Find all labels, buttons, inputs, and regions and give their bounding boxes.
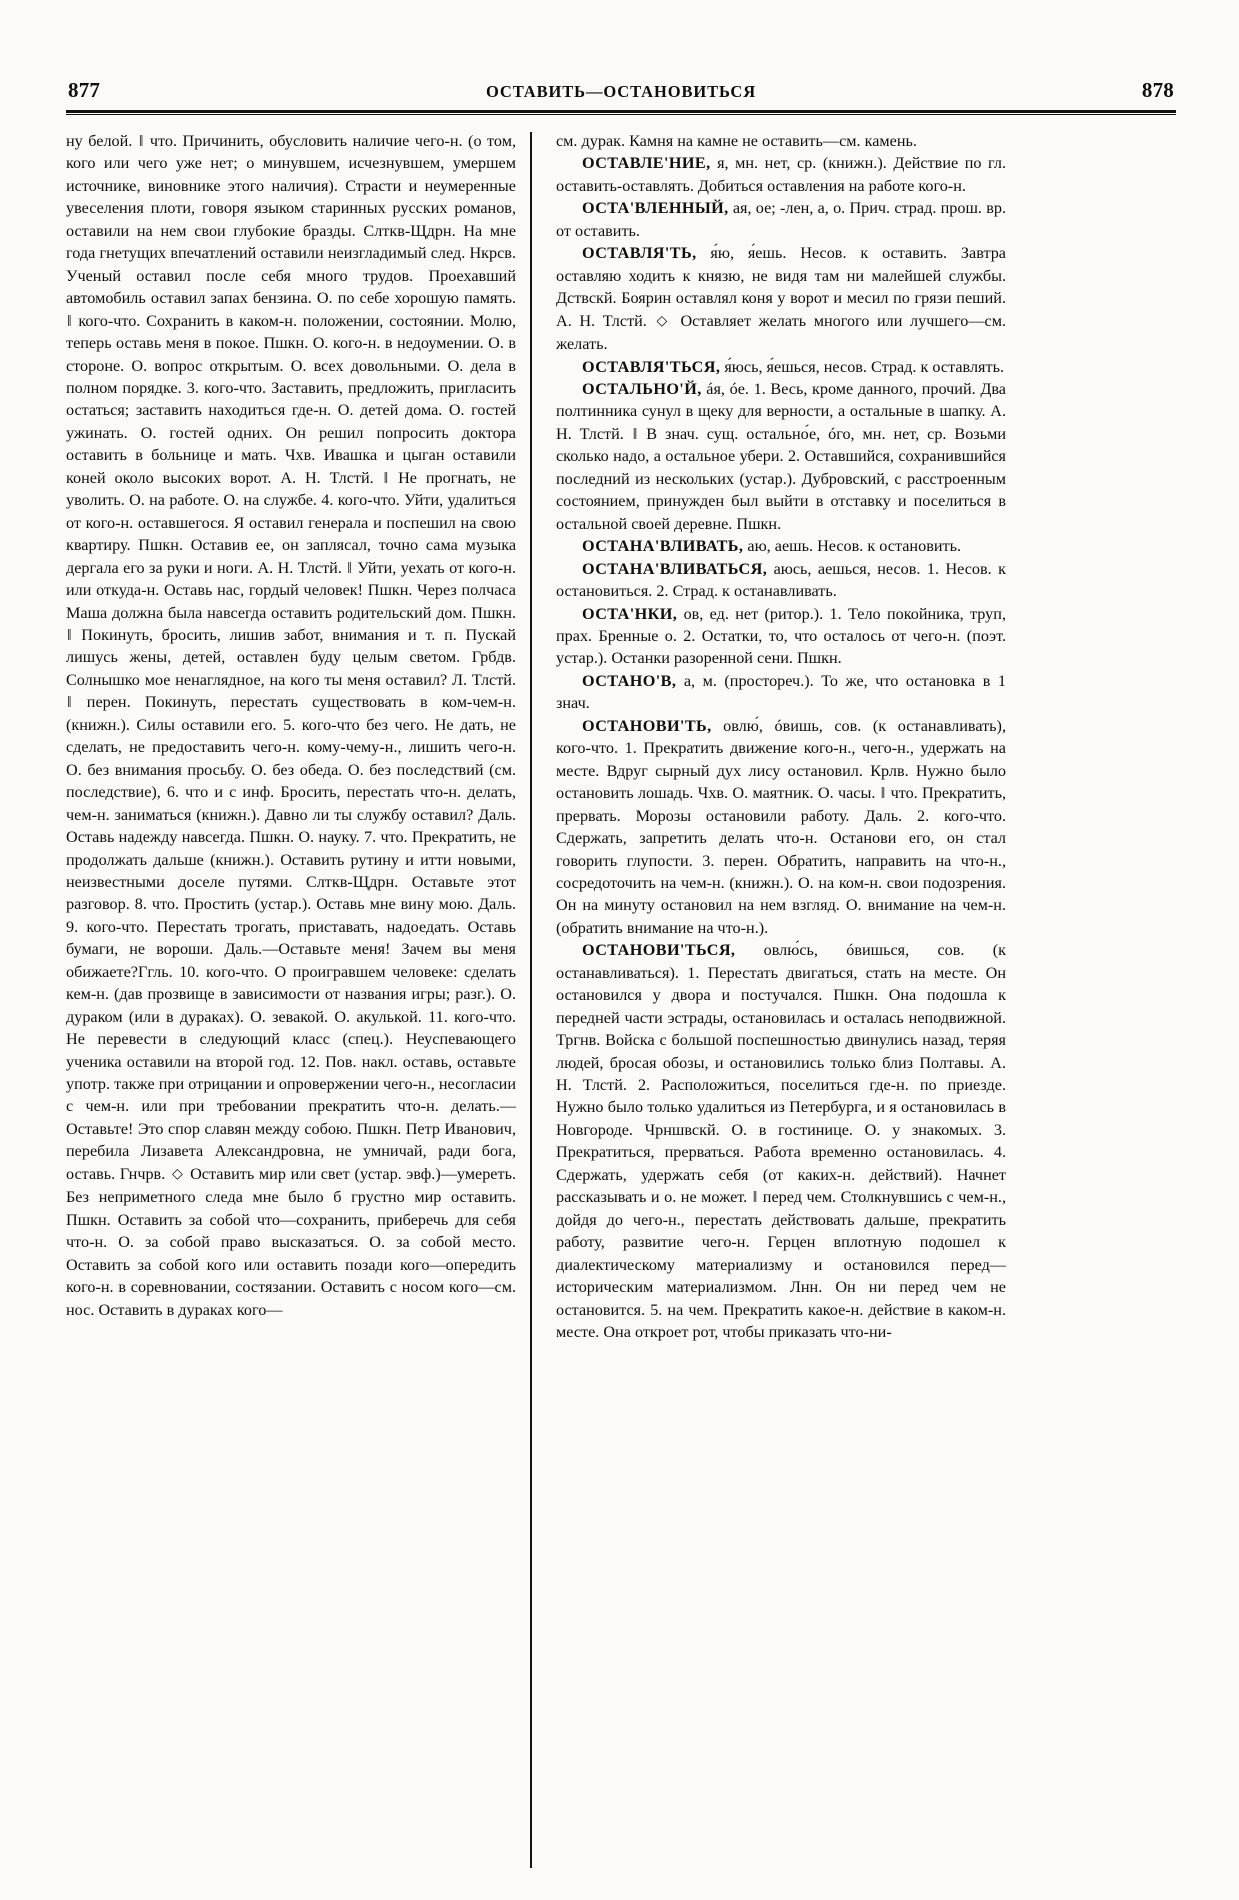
dictionary-entry xyxy=(556,356,1006,378)
entry-continuation xyxy=(556,130,1006,152)
shade-bar-icon: ‖ xyxy=(67,693,72,712)
entry-headword: ОСТА'ВЛЕННЫЙ, xyxy=(582,199,729,218)
entry-body: аюсь, аешься, несов. 1. Несов. к остановиться. 2. Страд. к останавливать. xyxy=(556,559,1006,601)
shade-bar-icon: ‖ xyxy=(67,311,72,330)
shade-bar-icon: ‖ xyxy=(347,558,352,577)
shade-bar-icon: ‖ xyxy=(138,132,144,150)
column-right xyxy=(532,130,1006,1868)
shade-bar-icon: ‖ xyxy=(880,784,886,803)
running-head-title: ОСТАВИТЬ—ОСТАНОВИТЬСЯ xyxy=(485,82,757,101)
entry-headword: ОСТА'НКИ, xyxy=(582,604,678,623)
entry-body: ая, ое; -лен, а, о. Прич. страд. прош. вр. от оставить. xyxy=(556,199,1006,240)
dictionary-entry xyxy=(556,242,1006,355)
entry-headword: ОСТАНОВИ'ТЬСЯ, xyxy=(582,941,736,960)
entry-headword: ОСТАНА'ВЛИВАТЬСЯ, xyxy=(582,559,768,578)
column-left xyxy=(66,130,530,1868)
dictionary-entry xyxy=(556,535,1006,557)
entry-body: см. дурак. Камня на камне не оставить—см. камень. xyxy=(556,132,917,150)
entry-headword: ОСТАВЛЯ'ТЬ, xyxy=(582,244,697,263)
entry-body: ов, ед. нет (ритор.). 1. Тело покойника, труп, прах. Бренные о. 2. Остатки, то, что осталось от чего-н. (поэт. устар.). Останки разоренной сени. Пшкн. xyxy=(556,604,1006,668)
entry-body: овлю́, óвишь, сов. (к останавливать), кого-что. 1. Прекратить движение кого-н., чего-н., удержать на месте. Вдруг сырный дух лису остановил. Крлв. Нужно было остановить лошадь. Чхв. О. маятник. О. часы. ‖ что. Прекратить, прервать. Морозы остановили работу. Даль. 2. кого-что. Сдержать, запретить делать что-н. Останови его, он стал говорить глупости. 3. перен. Обратить, направить на что-н., сосредоточить на чем-н. (книжн.). О. на ком-н. свои подозрения. Он на минуту остановил на нем взгляд. О. внимание на чем-н. (обратить внимание на что-н.). xyxy=(556,716,1006,937)
dictionary-entry xyxy=(556,715,1006,940)
page-number-right: 878 xyxy=(1141,78,1174,102)
dictionary-entry xyxy=(556,558,1006,603)
header-rule xyxy=(66,110,1176,115)
dictionary-entry xyxy=(556,670,1006,715)
dictionary-entry xyxy=(556,603,1006,670)
entry-body: я, мн. нет, ср. (книжн.). Действие по гл. оставить-оставлять. Добиться оставления на работе кого-н. xyxy=(556,154,1006,195)
entry-headword: ОСТАВЛЕ'НИЕ, xyxy=(582,154,711,173)
entry-headword: ОСТАНО'В, xyxy=(582,671,677,690)
entry-body: я́юсь, я́ешься, несов. Страд. к оставлять. xyxy=(720,357,1004,376)
text-columns xyxy=(66,130,1176,1868)
page-number-left: 877 xyxy=(68,78,101,102)
running-head xyxy=(66,78,1176,116)
shade-bar-icon: ‖ xyxy=(383,468,389,487)
shade-bar-icon: ‖ xyxy=(67,625,72,644)
phraseology-diamond-icon: ◇ xyxy=(171,1166,184,1182)
phraseology-diamond-icon: ◇ xyxy=(656,313,671,329)
dictionary-entry xyxy=(556,378,1006,535)
dictionary-entry xyxy=(556,197,1006,242)
entry-headword: ОСТАЛЬНО'Й, xyxy=(582,379,702,398)
shade-bar-icon: ‖ xyxy=(752,1188,758,1207)
entry-continuation xyxy=(66,130,516,1321)
entry-headword: ОСТАНОВИ'ТЬ, xyxy=(582,716,712,735)
dictionary-entry xyxy=(556,939,1006,1343)
entry-headword: ОСТАВЛЯ'ТЬСЯ, xyxy=(582,357,721,376)
entry-body: я́ю, я́ешь. Несов. к оставить. Завтра оставляю ходить к князю, не видя там ни малейшей службы. Дствскй. Боярин оставлял коня у ворот и месил по грязи пеший. А. Н. Тлстй. ◇ Оставляет желать многого или лучшего—см. желать. xyxy=(556,244,1006,354)
entry-body: ну белой. ‖ что. Причинить, обусловить наличие чего-н. (о том, кого или чего уже нет; о минувшем, исчезнувшем, умершем источнике, виновнике этого наличия). Страсти и неумеренные увеселения плоти, говоря языком старинных русских романов, оставили на нем свои глубокие бразды. Слткв-Щдрн. На мне года гнетущих впечатлений оставили неизгладимый след. Нкрсв. Ученый оставил после себя много трудов. Проехавший автомобиль оставил запах бензина. О. по себе хорошую память. ‖ кого-что. Сохранить в каком-н. положении, состоянии. Молю, теперь оставь меня в покое. Пшкн. О. кого-н. в недоумении. О. в стороне. О. вопрос открытым. О. всех довольными. О. дела в полном порядке. 3. кого-что. Заставить, предложить, пригласить остаться; заставить находиться где-н. О. детей дома. О. гостей ужинать. О. гостей одних. Он решил попросить доктора оставить в больнице и мать. Чхв. Ивашка и цыган оставили коней около высоких ворот. А. Н. Тлстй. ‖ Не прогнать, не уволить. О. на работе. О. на службе. 4. кого-что. Уйти, удалиться от кого-н. оставшегося. Я оставил генерала и поспешил на свою квартиру. Пшкн. Оставив ее, он заплясал, точно сама музыка дергала его за руки и ноги. А. Н. Тлстй. ‖ Уйти, уехать от кого-н. или откуда-н. Оставь нас, гордый человек! Пшкн. Через полчаса Маша должна была навсегда оставить родительский дом. Пшкн. ‖ Покинуть, бросить, лишив забот, внимания и т. п. Пускай лишусь жены, детей, оставлен буду целым светом. Грбдв. Солнышко мое ненаглядное, на кого ты меня оставил? Л. Тлстй. ‖ перен. Покинуть, перестать существовать в ком-чем-н. (книжн.). Силы оставили его. 5. кого-что без чего. Не дать, не сделать, не предоставить чего-н. кому-чему-н., лишить чего-н. О. без внимания просьбу. О. без обеда. О. без последствий (см. последствие), 6. что и с инф. Бросить, перестать что-н. делать, чем-н. заниматься (книжн.). Давно ли ты службу оставил? Даль. Оставь надежду навсегда. Пшкн. О. науку. 7. что. Прекратить, не продолжать дальше (книжн.). Оставить рутину и итти новыми, неизвестными доселе путями. Слткв-Щдрн. Оставьте этот разговор. 8. что. Простить (устар.). Оставь мне вину мою. Даль. 9. кого-что. Перестать трогать, приставать, надоедать. Оставь бумаги, не вороши. Даль.—Оставьте меня! Зачем вы меня обижаете?Ггль. 10. кого-что. О проигравшем человеке: сделать кем-н. (дав прозвище в зависимости от названия игры; разг.). О. дураком (или в дураках). О. зевакой. О. акулькой. 11. кого-что. Не перевести в следующий класс (спец.). Неуспевающего ученика оставили на второй год. 12. Пов. накл. оставь, оставьте употр. также при отрицании и опровержении чего-н., несогласии с чем-н. или при требовании прекратить что-н. делать.—Оставьте! Это спор славян между собою. Пшкн. Петр Иванович, перебила Лизавета Александровна, не умничай, ради бога, оставь. Гнчрв. ◇ Оставить мир или свет (устар. эвф.)—умереть. Без неприметного следа мне было б грустно мир оставить. Пшкн. Оставить за собой что—сохранить, приберечь для себя что-н. О. за собой право высказаться. О. за собой место. Оставить за собой кого или оставить позади кого—опередить кого-н. в соревновании, состязании. Оставить с носом кого—см. нос. Оставить в дураках кого— xyxy=(66,132,516,1319)
entry-body: áя, óе. 1. Весь, кроме данного, прочий. Два полтинника сунул в щеку для верности, а остальные в шапку. А. Н. Тлстй. ‖ В знач. сущ. остально́е, óго, мн. нет, ср. Возьми сколько надо, а остальное убери. 2. Оставшийся, сохранившийся последний из нескольких (устар.). Дубровский, с расстроенным состоянием, принужден был выйти в отставку и поселиться в остальной своей деревне. Пшкн. xyxy=(556,379,1006,533)
shade-bar-icon: ‖ xyxy=(632,424,638,443)
entry-body: а, м. (простореч.). То же, что остановка в 1 знач. xyxy=(556,671,1006,713)
dictionary-entry xyxy=(556,152,1006,197)
entry-body: аю, аешь. Несов. к остановить. xyxy=(743,537,961,556)
entry-headword: ОСТАНА'ВЛИВАТЬ, xyxy=(582,537,744,556)
entry-body: овлю́сь, óвишься, сов. (к останавливаться). 1. Перестать двигаться, стать на месте. Он остановился у двора и постучался. Пшкн. Она подошла к передней части эстрады, остановилась и осталась неподвижной. Тргнв. Войска с большой поспешностью двинулись назад, теряя людей, бросая обозы, и остановились только близ Полтавы. А. Н. Тлстй. 2. Расположиться, поселиться где-н. по приезде. Нужно было только удалиться из Петербурга, и я остановилась в Новгороде. Чрншвскй. О. в гостинице. О. у знакомых. 3. Прекратиться, прерваться. Работа временно остановилась. 4. Сдержать, удержать себя (от каких-н. действий). Начнет рассказывать и о. не может. ‖ перед чем. Столкнувшись с чем-н., дойдя до чего-н., перестать действовать дальше, прекратить работу, развитие чего-н. Герцен вплотную подошел к диалектическому материализму и остановился перед—историческим материализмом. Лнн. Он ни перед чем не остановится. 5. на чем. Прекратить какое-н. действие в каком-н. месте. Она откроет рот, чтобы приказать что-ни- xyxy=(556,941,1006,1342)
